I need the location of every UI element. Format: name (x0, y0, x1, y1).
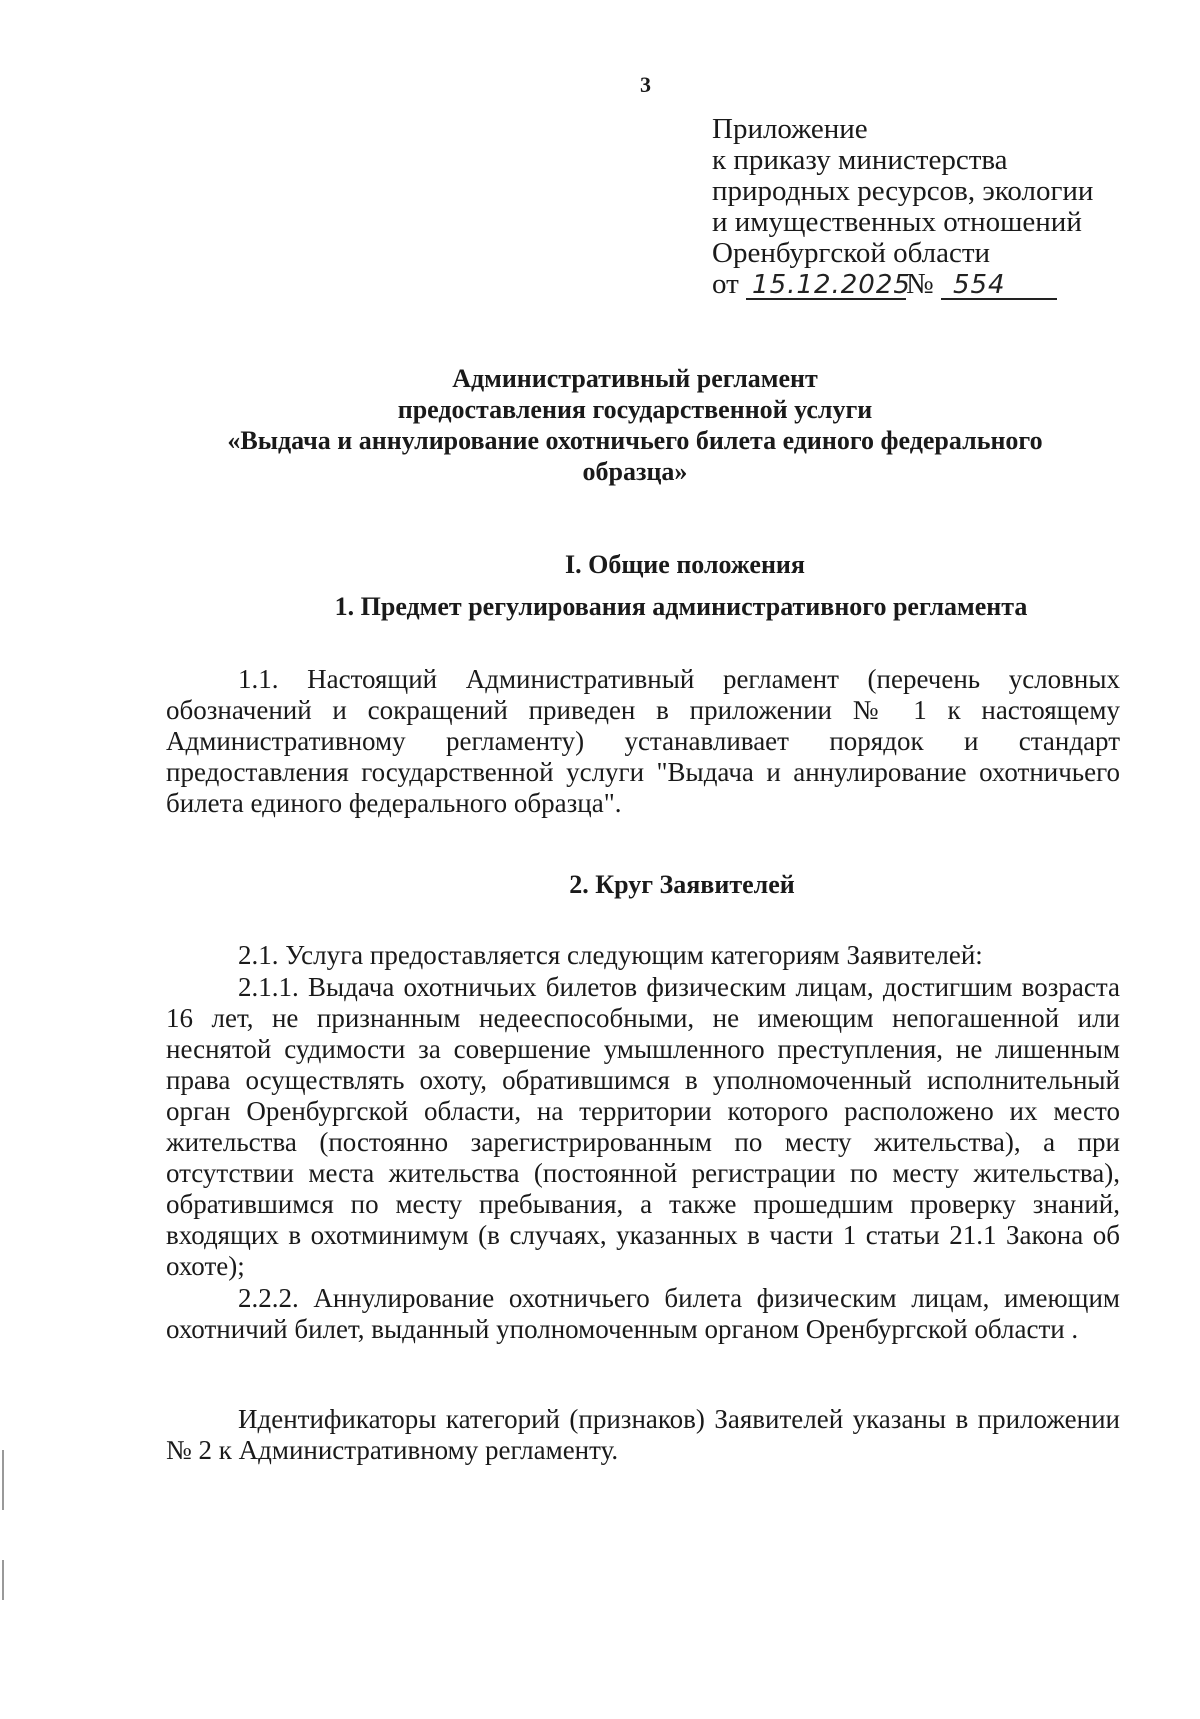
paragraph-2-2-2: 2.2.2. Аннулирование охотничьего билета физическим лицам, имеющим охотничий билет, выданный уполномоченным органом Оренбургской области . (166, 1283, 1120, 1344)
scan-edge-mark (2, 1560, 4, 1600)
appendix-line: Оренбургской области (712, 237, 991, 269)
title-line: «Выдача и аннулирование охотничьего билета единого федерального (227, 426, 1043, 455)
title-line: образца» (582, 457, 688, 486)
title-line: Административный регламент (452, 364, 818, 393)
number-label: № (906, 268, 934, 300)
appendix-block (712, 114, 1093, 300)
paragraph-1-1: 1.1. Настоящий Административный регламент (перечень условных обозначений и сокращений приведен в приложении № 1 к настоящему Административному регламенту) устанавливает порядок и стандарт предоставления государственной услуги "Выдача и аннулирование охотничьего билета единого федерального образца". (166, 664, 1120, 818)
document-title (160, 363, 1110, 487)
handwritten-number: 554 (941, 272, 1057, 300)
appendix-line: и имущественных отношений (712, 206, 1082, 238)
paragraph-1-1-block (166, 664, 1120, 819)
applicants-paragraphs (166, 940, 1120, 1345)
order-date-number-line (712, 269, 1093, 300)
from-label: от (712, 268, 739, 300)
paragraph-2-1-1: 2.1.1. Выдача охотничьих билетов физическим лицам, достигшим возраста 16 лет, не признанным недееспособными, не имеющим непогашенной или неснятой судимости за совершение умышленного преступления, не лишенным права осуществлять охоту, обратившимся в уполномоченный исполнительный орган Оренбургской области, на территории которого расположено их место жительства (постоянно зарегистрированным по месту жительства), а при отсутствии места жительства (постоянной регистрации по месту жительства), обратившимся по месту пребывания, а также прошедшим проверку знаний, входящих в охотминимум (в случаях, указанных в части 1 статьи 21.1 Закона об охоте); (166, 972, 1120, 1281)
appendix-line: к приказу министерства (712, 144, 1008, 176)
identifiers-paragraph-block (166, 1404, 1120, 1466)
subsection-heading-subject: 1. Предмет регулирования административного регламента (334, 592, 1028, 621)
appendix-line: природных ресурсов, экологии (712, 175, 1094, 207)
appendix-line: Приложение (712, 113, 868, 145)
title-line: предоставления государственной услуги (397, 395, 873, 424)
page-number: 3 (640, 72, 651, 97)
subsection-heading-applicants: 2. Круг Заявителей (569, 870, 795, 899)
paragraph-identifiers: Идентификаторы категорий (признаков) Заявителей указаны в приложении № 2 к Административному регламенту. (166, 1404, 1120, 1465)
section-heading-general: I. Общие положения (565, 550, 805, 579)
handwritten-date: 15.12.2025 (746, 272, 906, 300)
scan-edge-mark (2, 1450, 4, 1510)
paragraph-2-1: 2.1. Услуга предоставляется следующим категориям Заявителей: (238, 940, 983, 970)
